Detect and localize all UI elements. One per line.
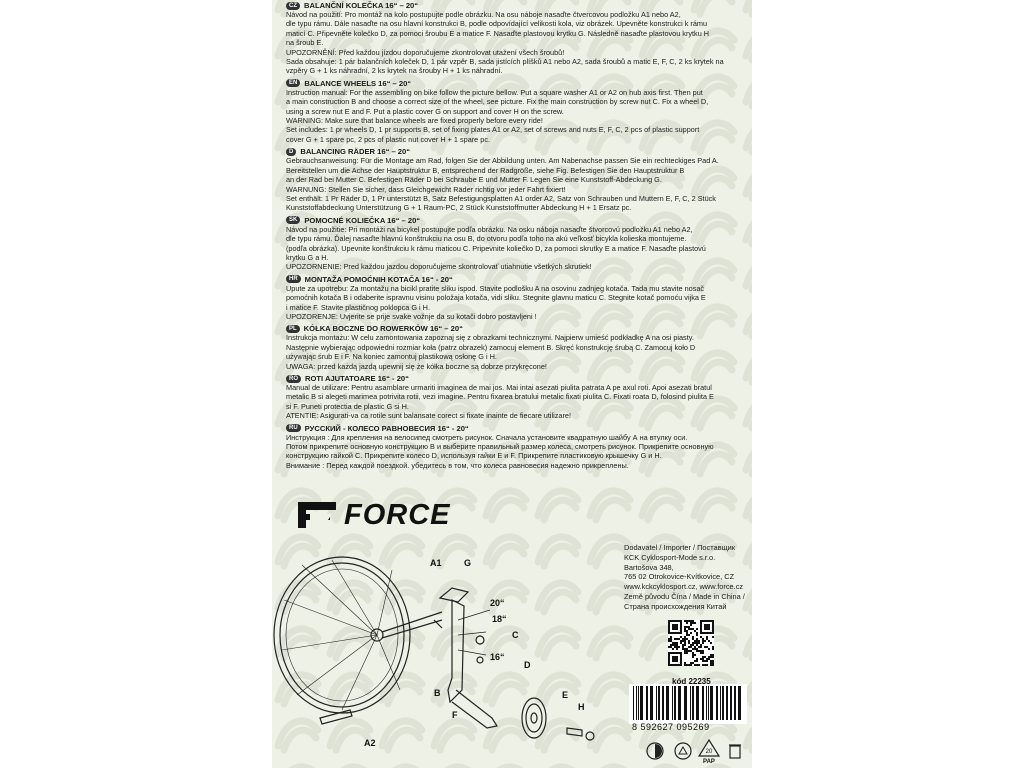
text-line: UWAGA: przed każdą jazdą upewnij się że kółka boczne są dobrze przykręcone!: [286, 361, 547, 371]
text-line: using a screw nut E and F. Put a plastic cover G on support and cover H on the screw.: [286, 106, 564, 116]
section-header: [286, 1, 748, 10]
text-line: dle typu rámu. Ďalej nasaďte hlavnú konštrukciu na osu B, do otvoru podľa toho na akú veľkosť bicykla kolieska montujeme.: [286, 234, 687, 244]
text-line: Manual de utilizare: Pentru asamblare urmariti imaginea de mai jos. Mai intai asezati piulita patrata A pe axul roti. Apoi asezati bratul: [286, 383, 712, 392]
section-title: BALANCE WHEELS 16“ – 20“: [304, 78, 412, 88]
text-line: a main construction B and choose a correct size of the wheel, see picture. Fix the main construction by screw nut C. Fix a wheel D,: [286, 97, 709, 107]
language-code-badge: SK: [286, 216, 300, 224]
section-title: POMOCNÉ KOLIEČKA 16“ – 20“: [304, 215, 421, 225]
text-line: Instrukcja montażu: W celu zamontowania zapoznaj się z obrazkami technicznymi. Najpierw umieść podkładkę A na osi piasty.: [286, 333, 694, 343]
text-line: vzpěry G + 1 ks náhradní, 2 ks krytek na šrouby H + 1 ks náhradní.: [286, 66, 503, 76]
text-line: Set includes: 1 pr wheels D, 1 pr supports B, set of fixing plates A1 or A2, set of screws and nuts E, F, C, 2 pcs of plastic support: [286, 125, 700, 135]
language-code-badge: HR: [286, 275, 301, 283]
text-line: UPOZORENJE: Uvjerite se prije svake vožnje da su kotači dobro postavljeni !: [286, 311, 537, 321]
section-header: [286, 324, 748, 333]
importer-line: Bartošova 348,: [624, 562, 674, 572]
force-logo-text: FORCE: [344, 499, 451, 531]
text-line: Sada obsahuje: 1 pár balančních koleček D, 1 pár vzpěr B, sada jistících plíšků A1 nebo A2, sada šroubů a matic E, F, C, 2 ks krytek na: [286, 57, 724, 67]
text-line: Upute za upotrebu: Za montažu na bicikl pratite sliku ispod. Stavite podlošku A na osovinu zadnjeg kotača. Tada mu stavite nosač: [286, 283, 705, 293]
text-line: UPOZORNĚNÍ: Před každou jízdou doporučujeme zkontrolovat utažení všech šroubů!: [286, 47, 565, 57]
importer-line: Dodavatel / Importer / Поставщик: [624, 543, 736, 552]
text-line: Инструкция : Для крепления на велосипед смотреть рисунок. Сначала установите квадратную шайбу А на втулку оси.: [286, 432, 688, 442]
importer-line: 765 02 Otrokovice-Kvítkovice, CZ: [624, 572, 735, 582]
product-code: kód 22235: [672, 677, 711, 686]
text-line: maticí C. Připevněte kolečko D, za pomoci šroubu E a matice F. Nasaďte plastovou krytku G. Následně nasaďte plastovou krytku H: [286, 28, 710, 38]
importer-line: Země původu Čína / Made in China /: [624, 591, 745, 601]
language-code-badge: RU: [286, 424, 301, 432]
section-body: [286, 10, 748, 76]
language-code-badge: CZ: [286, 2, 300, 10]
label-16: 16“: [490, 652, 505, 662]
text-line: Návod na použitie: Pri montáži na bicykel postupujte podľa obrázku. Na osku náboja nasaďte štvorcovú podložku A1 nebo A2,: [286, 224, 693, 234]
section-body: [286, 284, 748, 322]
text-line: Bereitstellen um die Achse der Hauptstruktur B, entsprechend der Radgröße, siehe Fig. Befestigen Sie den Hauptstruktur B: [286, 165, 685, 175]
text-line: Внимание : Перед каждой поездкой. убедитесь в том, что колеса равновесия надежно прикреплены.: [286, 460, 629, 470]
green-dot-icon: [646, 742, 664, 760]
label-h: H: [578, 702, 585, 712]
text-line: WARNING: Make sure that balance wheels are fixed properly before every ride!: [286, 116, 543, 126]
instruction-sheet: [272, 0, 752, 768]
importer-line: www.kckcyklosport.cz, www.force.cz: [624, 582, 744, 592]
text-line: na šroub E.: [286, 38, 324, 48]
section-body: [286, 383, 748, 421]
text-line: używając śrub E i F. Na koniec zamontuj plastikową osłonę G i H.: [286, 352, 497, 362]
assembly-diagram: [272, 540, 622, 768]
text-line: Set enthält: 1 Pr Räder D, 1 Pr unterstützt B, Satz Befestigungsplatten A1 order A2, Satz von Schrauben und Muttern E, F, C, 2 Stück: [286, 193, 716, 203]
text-line: ATENTIE: Asigurati-va ca rotile sunt balansate corect si fixate inainte de fiecare utilizare!: [286, 411, 571, 421]
recycle-label: PAP: [703, 759, 715, 764]
text-line: Потом прикрепите основную конструкцию В и выберите правильный размер колеса, смотреть рисунок. Прикрепите основную: [286, 442, 714, 452]
section-header: [286, 79, 748, 88]
section-ro: [286, 374, 748, 421]
section-body: [286, 225, 748, 272]
force-logo: [292, 498, 472, 532]
section-sk: [286, 216, 748, 272]
label-20: 20“: [490, 598, 505, 608]
triman-icon: [674, 742, 692, 760]
label-c: C: [512, 630, 519, 640]
section-title: BALANCING RÄDER 16“ – 20“: [300, 147, 411, 157]
label-b: B: [434, 688, 441, 698]
text-line: Návod na použití: Pro montáž na kolo postupujte podle obrázku. Na osu náboje nasaďte čtvercovou podložku A1 nebo A2,: [286, 10, 681, 19]
importer-line: Страна происхождения Китай: [624, 601, 727, 611]
importer-info: [624, 543, 749, 612]
text-line: si F. Puneti protectia de plastic G si H.: [286, 401, 409, 411]
label-d: D: [524, 660, 531, 670]
section-ru: [286, 424, 748, 471]
section-d: [286, 147, 748, 212]
section-en: [286, 79, 748, 144]
label-a1: A1: [430, 558, 442, 568]
language-code-badge: EN: [286, 79, 300, 87]
text-line: pomoćnih kotača B i odaberite ispravnu visinu položaja kotača, vidi sliku. Stegnite glavnu maticu C. Stegnite kotač pomoću vijka E: [286, 293, 706, 303]
label-a2: A2: [364, 738, 376, 748]
language-code-badge: PL: [286, 325, 300, 333]
section-body: [286, 333, 748, 371]
barcode-number: 8 592627 095269: [632, 722, 710, 732]
text-line: Gebrauchsanweisung: Für die Montage am Rad, folgen Sie der Abbildung unten. Am Nabenachse passen Sie ein rechteckiges Pad A.: [286, 156, 719, 166]
section-body: [286, 88, 748, 144]
text-line: UPOZORNENIE: Pred každou jazdou doporučujeme skontrolovať utiahnutie všetkých skrutiek!: [286, 262, 592, 272]
section-body: [286, 433, 748, 471]
text-line: конструкцию гайкой С. Прикрепите колесо D, используя гайки Е и F. Прикрепите пластиковую крышечку G и H.: [286, 451, 662, 461]
section-cz: [286, 1, 748, 76]
language-code-badge: RO: [286, 375, 301, 383]
text-line: metalic B si alegeti marimea potrivita rotii, vezi imagine. Pentru fixarea bratului metalic fixati piulita C. Fixati roata D, folosind piulita E: [286, 392, 714, 402]
instruction-sections: [286, 0, 748, 473]
text-line: an der Rad bei Mutter C. Befestigen Räder D bei Schraube E und Mutter F. Legen Sie eine Kunststoff-Abdeckung G.: [286, 175, 662, 185]
section-header: [286, 216, 748, 225]
text-line: dle typu rámu. Dále nasaďte na osu hlavní konstrukci B, podle odpovídající velikosti kola, viz obrázek. Upevněte konstrukci k rámu: [286, 19, 708, 29]
section-hr: [286, 275, 748, 322]
section-header: [286, 374, 748, 383]
language-code-badge: D: [286, 148, 296, 156]
text-line: i matice F. Stavite plastičnog poklopca G i H.: [286, 302, 430, 312]
recycle-number: 20: [705, 749, 713, 755]
text-line: cover G + 1 spare pc, 2 pcs of plastic nut cover H + 1 spare pc.: [286, 134, 491, 144]
section-header: [286, 275, 748, 284]
section-title: KÓŁKA BOCZNE DO ROWERKÓW 16“ – 20“: [303, 324, 463, 334]
text-line: WARNUNG: Stellen Sie sicher, dass Gleichgewicht Räder richtig vor jeder Fahrt fixiert!: [286, 184, 566, 194]
text-line: Następnie wybierając odpowiedni rozmiar koła (patrz obrazek) zamocuj element B. Skręć konstrukcję śrubą C. Zamocuj koło D: [286, 342, 696, 352]
section-title: BALANČNÍ KOLEČKA 16“ – 20“: [304, 1, 419, 10]
force-logo-mark: [292, 498, 342, 532]
qr-code: [668, 620, 714, 666]
section-body: [286, 156, 748, 212]
label-e: E: [562, 690, 569, 700]
trash-bin-icon: [728, 742, 742, 760]
text-line: (podľa obrázka). Upevnite konštrukciu k rámu maticou C. Pripevnite koliečko D, za pomoci skrutky E a matice F. Nasaďte plastovú: [286, 243, 706, 253]
section-title: РУССКИЙ - КОЛЕСО РАВНОВЕСИЯ 16“ - 20“: [304, 423, 469, 433]
section-header: [286, 424, 748, 433]
label-f: F: [452, 710, 458, 720]
label-g: G: [464, 558, 472, 568]
text-line: Instruction manual: For the assembling on bike follow the picture bellow. Put a square washer A1 or A2 on hub axis first. Then put: [286, 87, 703, 97]
barcode-image: [629, 684, 747, 724]
importer-line: KCK Cyklosport-Mode s.r.o.: [624, 552, 716, 562]
label-18: 18“: [492, 614, 507, 624]
section-header: [286, 147, 748, 156]
section-title: ROTI AJUTATOARE 16“ - 20“: [305, 374, 409, 383]
section-title: MONTAŽA POMOĆNIH KOTAČA 16“ - 20“: [304, 274, 453, 284]
text-line: Kunststoffabdeckung Unterstützung G + 1 Raum-PC, 2 Stück Kunststoffmutter Abdeckung H + 1 Ersatz pc.: [286, 203, 632, 213]
recycle-pap-icon: [696, 738, 722, 764]
section-pl: [286, 324, 748, 371]
text-line: krytku G a H.: [286, 252, 329, 262]
